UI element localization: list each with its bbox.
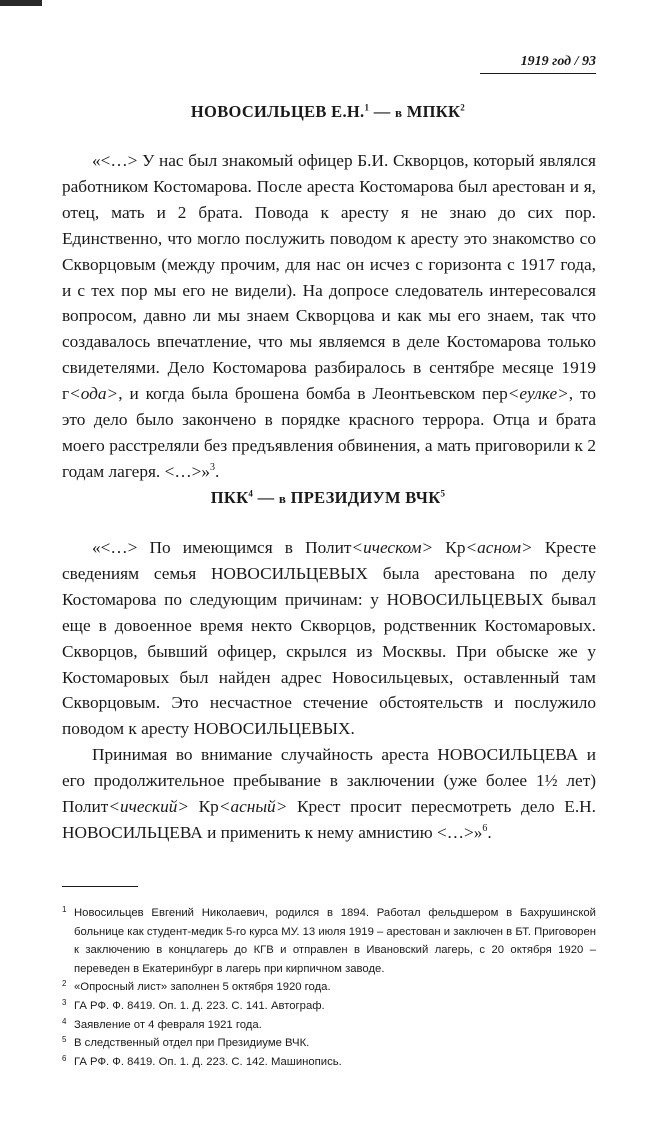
footnote — [62, 997, 596, 1016]
text-run: «<…> У нас был знакомый офицер Б.И. Скворцов, который являлся работником Костомарова. После ареста Костомарова был арестован и я, отец, мать и 2 брата. Повода к аресту я не знаю до сих пор. Единственно, что могло послужить поводом к аресту это знакомство со Скворцовым (между прочим, для нас он исчез с горизонта с 1917 года, и с тех пор мы его не видели). На допросе следователь интересовался вопросом, давно ли мы знаем Скворцова и как мы его знаем, так что создавалось впечатление, что мы являемся в деле Костомарова только свидетелями. Дело Костомарова разбиралось в сентябре месяце 1919 г — [62, 151, 596, 404]
footnote-text: ГА РФ. Ф. 8419. Оп. 1. Д. 223. С. 142. Машинопись. — [74, 1055, 342, 1068]
title-name: НОВОСИЛЬЦЕВ Е.Н. — [190, 102, 365, 121]
title-addressee: ПРЕЗИДИУМ ВЧК — [290, 488, 441, 507]
document-title-1 — [60, 102, 596, 122]
editorial-insert: <ода> — [69, 384, 119, 404]
footnote-number: 2 — [62, 979, 67, 989]
text-run: Крест просит пересмотреть дело Е.Н. НОВОСИЛЬЦЕВА и применить к нему амнистию <…>» — [62, 797, 596, 842]
title-dash: — — [257, 488, 275, 507]
title-preposition: в — [394, 105, 403, 120]
editorial-insert: <ический> — [108, 797, 190, 817]
footnote — [62, 904, 596, 978]
footnote-text: В следственный отдел при Президиуме ВЧК. — [74, 1037, 310, 1050]
footnote — [62, 1034, 596, 1053]
footnote-divider — [62, 886, 138, 887]
text-run: Кр — [433, 538, 466, 557]
page-corner-mark — [0, 0, 42, 6]
footnote-number: 1 — [62, 905, 67, 914]
footnote-ref: 5 — [440, 488, 446, 499]
title-addressee: МПКК — [406, 102, 461, 121]
footnote — [62, 978, 596, 997]
editorial-insert: <асном> — [465, 538, 533, 557]
editorial-insert: <асный> — [218, 797, 288, 817]
footnote-ref: 2 — [460, 102, 466, 113]
paragraph — [62, 535, 596, 742]
footnote-number: 4 — [62, 1016, 67, 1026]
footnote — [62, 1053, 596, 1072]
title-dash: — — [373, 102, 391, 121]
text-run: Кресте сведениям семья НОВОСИЛЬЦЕВЫХ была арестована по делу Костомарова по следующим причинам: у НОВОСИЛЬЦЕВЫХ бывал еще в довоенное время некто Скворцов, родственник Костомаровых. Скворцов, бывший офицер, скрылся из Москвы. При обыске же у Костомаровых был найден адрес Новосильцевых, оставленный там Скворцовым. Это несчастное стечение обстоятельств и послужило поводом к аресту НОВОСИЛЬЦЕВЫХ. — [62, 538, 596, 739]
text-run: Принимая во внимание случайность ареста НОВОСИЛЬЦЕВА и его продолжительное пребывание в заключении (уже более 1½ лет) Полит — [62, 745, 596, 817]
editorial-insert: <ическом> — [351, 538, 434, 557]
footnote — [62, 1016, 596, 1035]
title-preposition: в — [278, 491, 287, 506]
text-run: , то это дело было закончено в порядке красного террора. Отца и брата моего расстреляли без предъявления обвинения, а мать приговорили к 2 годам лагеря. <…>» — [62, 384, 596, 481]
footnotes — [62, 904, 596, 1071]
footnote-ref: 6 — [482, 823, 488, 835]
footnote-number: 3 — [62, 997, 67, 1007]
document-title-2 — [60, 488, 596, 508]
document-text-2 — [62, 535, 596, 846]
paragraph — [62, 148, 596, 485]
running-head: 1919 год / 93 — [480, 54, 596, 74]
text-run: Кр — [189, 797, 219, 817]
document-text-1 — [62, 148, 596, 485]
editorial-insert: <еулке> — [507, 384, 569, 404]
footnote-ref: 1 — [364, 102, 370, 113]
footnote-ref: 3 — [210, 462, 215, 474]
footnote-text: Новосильцев Евгений Николаевич, родился в 1894. Работал фельдшером в Бахрушинской больнице как студент-медик 5-го курса МУ. 13 июля 1919 – арестован и заключен в БТ. Приговорен к заключению в концлагерь до КГВ и отправлен в Ивановский лагерь, с 20 октября 1920 – переведен в Екатеринбург в лагерь при кирпичном заводе. — [74, 907, 596, 975]
title-from: ПКК — [210, 488, 249, 507]
footnote-number: 6 — [62, 1053, 67, 1063]
footnote-number: 5 — [62, 1035, 67, 1045]
text-run: «<…> По имеющимся в Полит — [92, 538, 352, 557]
footnote-text: «Опросный лист» заполнен 5 октября 1920 года. — [74, 981, 331, 994]
footnote-ref: 4 — [248, 488, 254, 499]
text-run: . — [215, 461, 220, 481]
text-run: , и когда была брошена бомба в Леонтьевском пер — [118, 384, 508, 404]
footnote-text: Заявление от 4 февраля 1921 года. — [74, 1018, 262, 1031]
paragraph — [62, 742, 596, 846]
footnote-text: ГА РФ. Ф. 8419. Оп. 1. Д. 223. С. 141. Автограф. — [74, 999, 325, 1012]
text-run: . — [487, 822, 492, 842]
